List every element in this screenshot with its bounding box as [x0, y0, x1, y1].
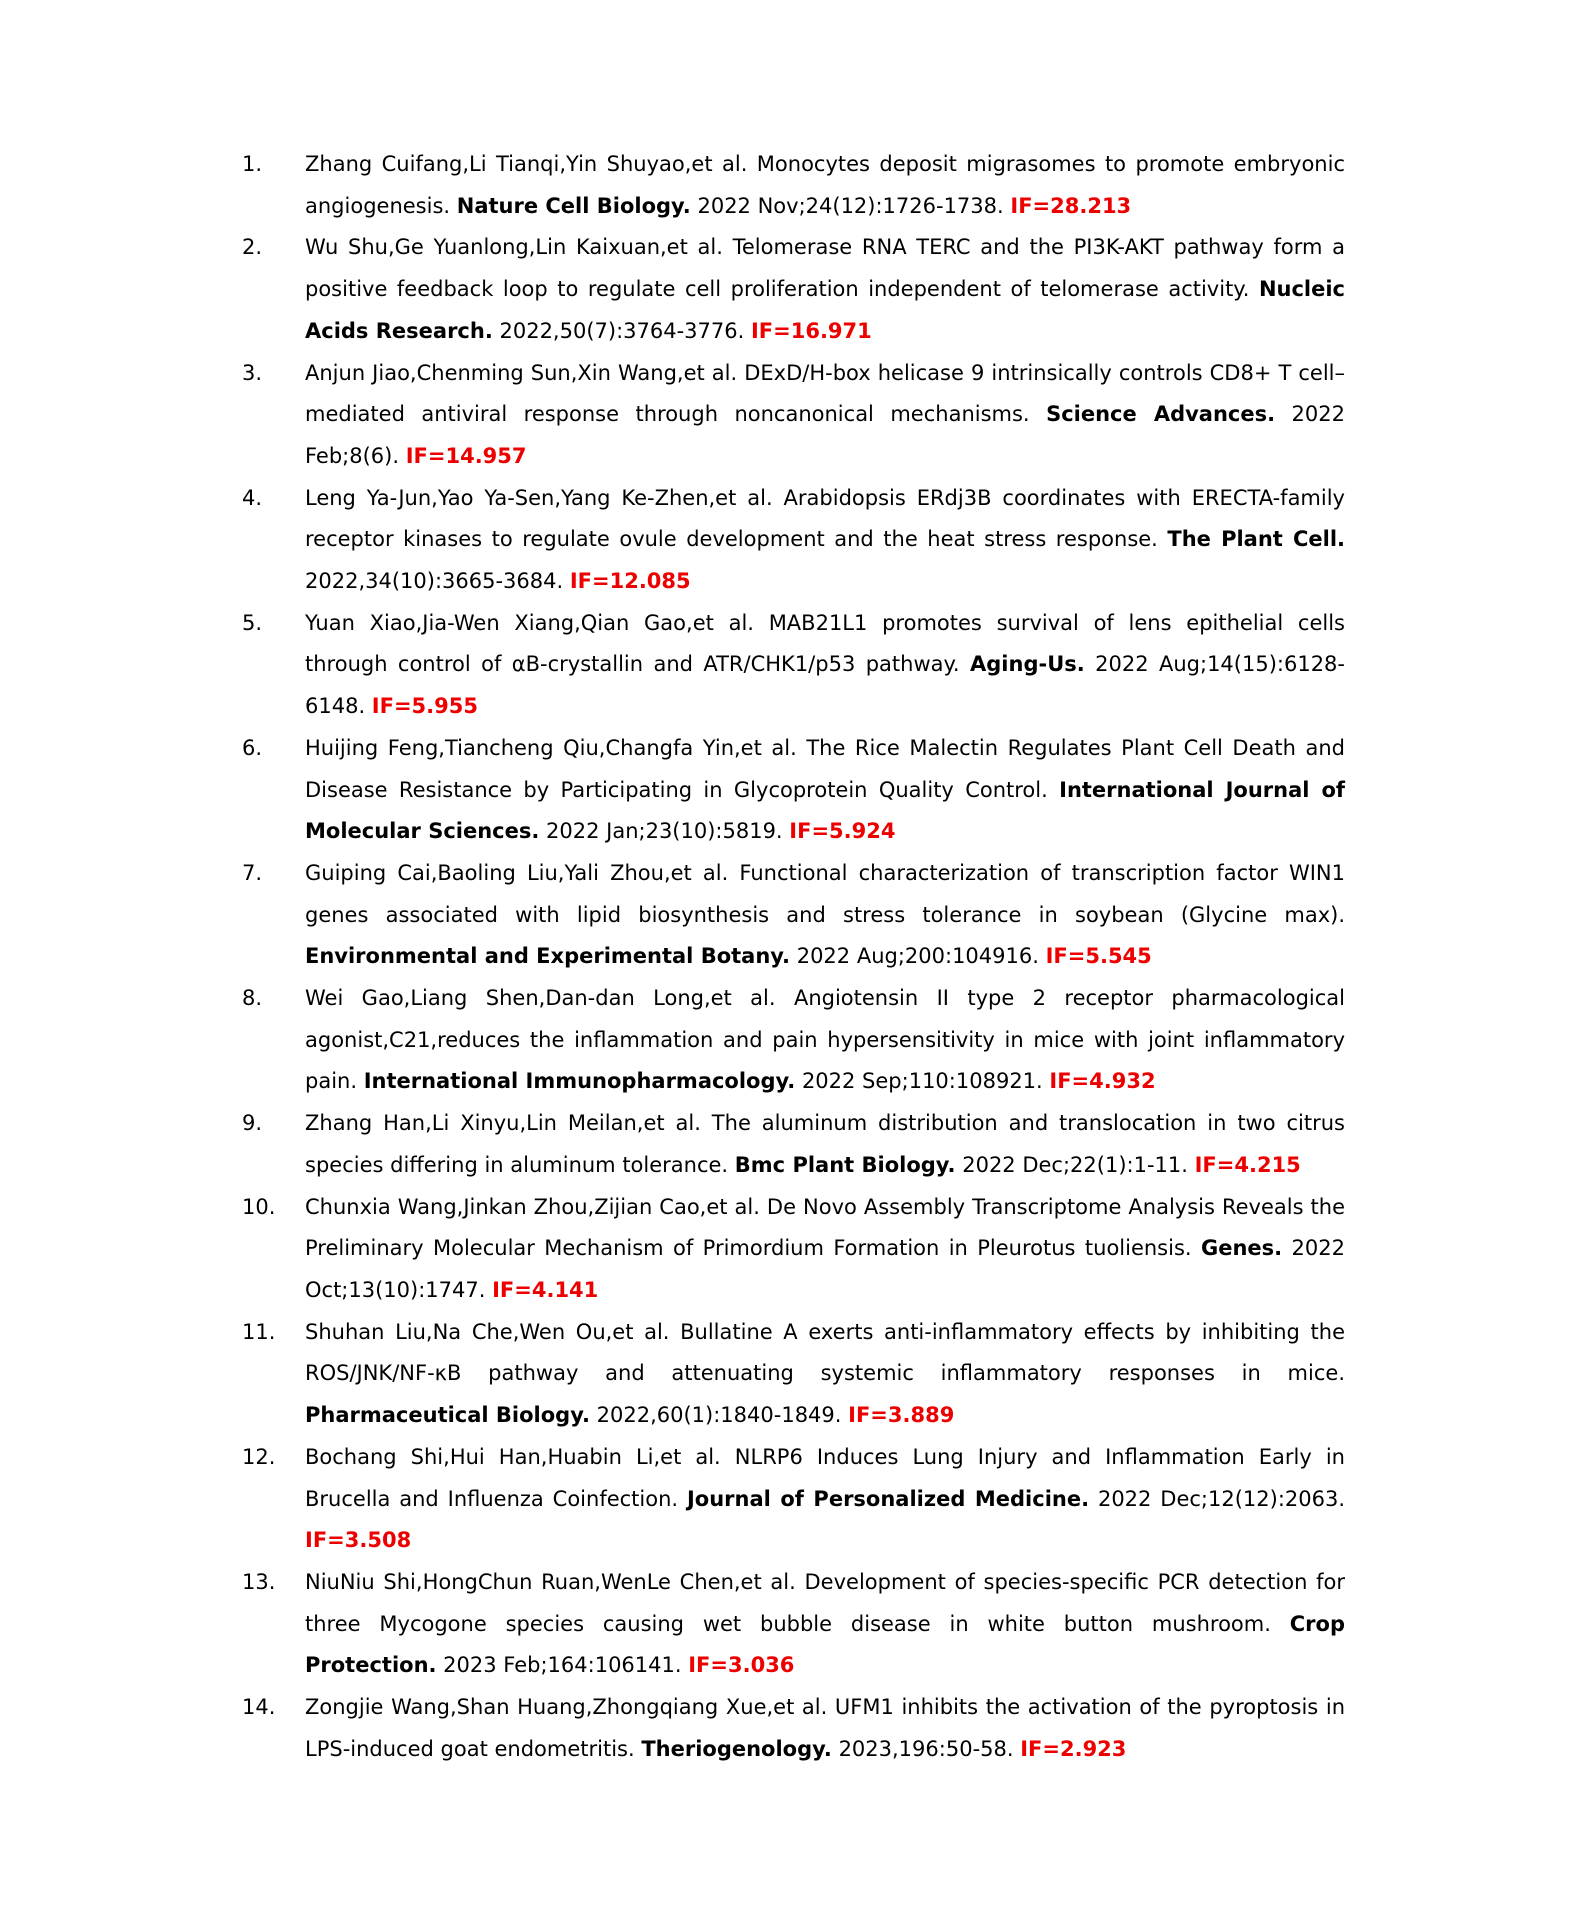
reference-text: Wu Shu,Ge Yuanlong,Lin Kaixuan,et al. Telomerase RNA TERC and the PI3K-AKT pathway form a positive feedback loop to regulate cell proliferation independent of telomerase activity. [305, 235, 1345, 302]
reference-number: 7. [242, 860, 263, 885]
reference-number: 1. [242, 152, 263, 176]
reference-number: 6. [242, 735, 263, 760]
journal-name: The Plant Cell. [1167, 527, 1346, 552]
reference-number: 8. [242, 986, 263, 1011]
impact-factor: IF=3.508 [305, 1528, 412, 1553]
impact-factor: IF=4.141 [492, 1277, 599, 1302]
impact-factor: IF=4.932 [1049, 1069, 1156, 1094]
reference-text: Zongjie Wang,Shan Huang,Zhongqiang Xue,et al. UFM1 inhibits the activation of the pyroptosis in LPS-induced goat endometritis. [305, 1695, 1345, 1761]
reference-number: 13. [242, 1569, 276, 1594]
reference-item [242, 978, 1345, 1103]
reference-number: 5. [242, 610, 263, 635]
journal-name: Crop Protection. [305, 1611, 1345, 1678]
journal-name: Theriogenology. [641, 1736, 832, 1761]
journal-name: Science Advances. [1046, 402, 1276, 427]
journal-name: Journal of Personalized Medicine. [686, 1486, 1090, 1511]
journal-name: International Immunopharmacology. [363, 1069, 796, 1094]
reference-text: Zhang Han,Li Xinyu,Lin Meilan,et al. The aluminum distribution and translocation in two citrus species differing in aluminum tolerance. [305, 1111, 1345, 1177]
reference-text: 2023,196:50-58. [831, 1736, 1021, 1761]
reference-text: 2022 Nov;24(12):1726-1738. [690, 193, 1011, 218]
impact-factor: IF=5.924 [789, 819, 896, 844]
journal-name: Bmc Plant Biology. [734, 1152, 956, 1177]
impact-factor: IF=16.971 [750, 318, 872, 343]
reference-text: 2022 Aug;200:104916. [790, 944, 1046, 969]
reference-text: 2022 Feb;8(6). [305, 402, 1345, 468]
reference-item [242, 728, 1345, 853]
impact-factor: IF=12.085 [569, 569, 691, 594]
reference-text: 2023 Feb;164:106141. [436, 1653, 689, 1678]
journal-name: International Journal of Molecular Sciences. [305, 777, 1346, 844]
reference-text: 2022 Aug;14(15):6128-6148. [305, 652, 1345, 719]
reference-item [242, 1687, 1345, 1770]
reference-text: Bochang Shi,Hui Han,Huabin Li,et al. NLRP6 Induces Lung Injury and Inflammation Early in Brucella and Influenza Coinfection. [305, 1444, 1345, 1511]
reference-item [242, 1437, 1345, 1562]
reference-number: 10. [242, 1194, 276, 1219]
reference-number: 4. [242, 485, 263, 510]
reference-number: 11. [242, 1319, 276, 1344]
reference-text: 2022,34(10):3665-3684. [305, 569, 570, 594]
reference-item [242, 1312, 1345, 1437]
impact-factor: IF=5.955 [371, 694, 478, 719]
reference-item [242, 353, 1345, 478]
reference-text: Guiping Cai,Baoling Liu,Yali Zhou,et al. Functional characterization of transcription factor WIN1 genes associated with lipid biosynthesis and stress tolerance in soybean (Glycine max). [305, 860, 1345, 927]
reference-item [242, 1562, 1345, 1687]
reference-text: 2022 Sep;110:108921. [795, 1069, 1050, 1094]
reference-text: Leng Ya-Jun,Yao Ya-Sen,Yang Ke-Zhen,et al. Arabidopsis ERdj3B coordinates with ERECTA-family receptor kinases to regulate ovule development and the heat stress response. [305, 485, 1345, 552]
reference-item [242, 1103, 1345, 1186]
reference-text: 2022,50(7):3764-3776. [492, 318, 751, 343]
reference-item [242, 227, 1345, 352]
reference-item [242, 853, 1345, 978]
reference-text: Anjun Jiao,Chenming Sun,Xin Wang,et al. DExD/H-box helicase 9 intrinsically controls CD8+ T cell–mediated antiviral response through noncanonical mechanisms. [305, 360, 1345, 427]
reference-text: Yuan Xiao,Jia-Wen Xiang,Qian Gao,et al. MAB21L1 promotes survival of lens epithelial cells through control of αB-crystallin and ATR/CHK1/p53 pathway. [305, 610, 1345, 677]
reference-text: 2022 Dec;12(12):2063. [1089, 1486, 1346, 1511]
journal-name: Nucleic Acids Research. [305, 277, 1345, 343]
reference-number: 14. [242, 1695, 276, 1720]
reference-text: 2022,60(1):1840-1849. [589, 1403, 849, 1428]
impact-factor: IF=3.889 [848, 1403, 955, 1428]
impact-factor: IF=3.036 [688, 1653, 795, 1678]
reference-text: Chunxia Wang,Jinkan Zhou,Zijian Cao,et al. De Novo Assembly Transcriptome Analysis Reveals the Preliminary Molecular Mechanism of Primordium Formation in Pleurotus tuoliensis. [305, 1194, 1345, 1261]
reference-number: 9. [242, 1111, 263, 1136]
reference-item [242, 478, 1345, 603]
reference-number: 3. [242, 360, 263, 385]
journal-name: Genes. [1200, 1236, 1283, 1261]
reference-text: Zhang Cuifang,Li Tianqi,Yin Shuyao,et al. Monocytes deposit migrasomes to promote embryonic angiogenesis. [305, 152, 1345, 218]
reference-text: 2022 Oct;13(10):1747. [305, 1236, 1345, 1302]
journal-name: Nature Cell Biology. [456, 193, 691, 218]
impact-factor: IF=5.545 [1045, 944, 1152, 969]
reference-number: 12. [242, 1444, 276, 1469]
impact-factor: IF=4.215 [1194, 1152, 1301, 1177]
reference-text: Wei Gao,Liang Shen,Dan-dan Long,et al. Angiotensin II type 2 receptor pharmacological agonist,C21,reduces the inflammation and pain hypersensitivity in mice with joint inflammatory pain. [305, 986, 1345, 1094]
impact-factor: IF=28.213 [1010, 193, 1132, 218]
reference-item [242, 144, 1345, 227]
journal-name: Pharmaceutical Biology. [305, 1403, 590, 1428]
reference-text: Huijing Feng,Tiancheng Qiu,Changfa Yin,et al. The Rice Malectin Regulates Plant Cell Death and Disease Resistance by Participating in Glycoprotein Quality Control. [305, 735, 1345, 802]
reference-text: 2022 Jan;23(10):5819. [539, 819, 790, 844]
reference-text: 2022 Dec;22(1):1-11. [955, 1152, 1195, 1177]
reference-text: Shuhan Liu,Na Che,Wen Ou,et al. Bullatine A exerts anti-inflammatory effects by inhibiting the ROS/JNK/NF-κB pathway and attenuating systemic inflammatory responses in mice. [305, 1319, 1345, 1386]
references-list [242, 144, 1345, 1770]
journal-name: Environmental and Experimental Botany. [305, 944, 791, 969]
journal-name: Aging-Us. [970, 652, 1085, 677]
impact-factor: IF=14.957 [405, 443, 527, 468]
reference-item [242, 1187, 1345, 1312]
impact-factor: IF=2.923 [1020, 1736, 1127, 1761]
reference-number: 2. [242, 235, 263, 260]
reference-text: NiuNiu Shi,HongChun Ruan,WenLe Chen,et al. Development of species-specific PCR detection for three Mycogone species causing wet bubble disease in white button mushroom. [305, 1569, 1345, 1636]
reference-item [242, 603, 1345, 728]
